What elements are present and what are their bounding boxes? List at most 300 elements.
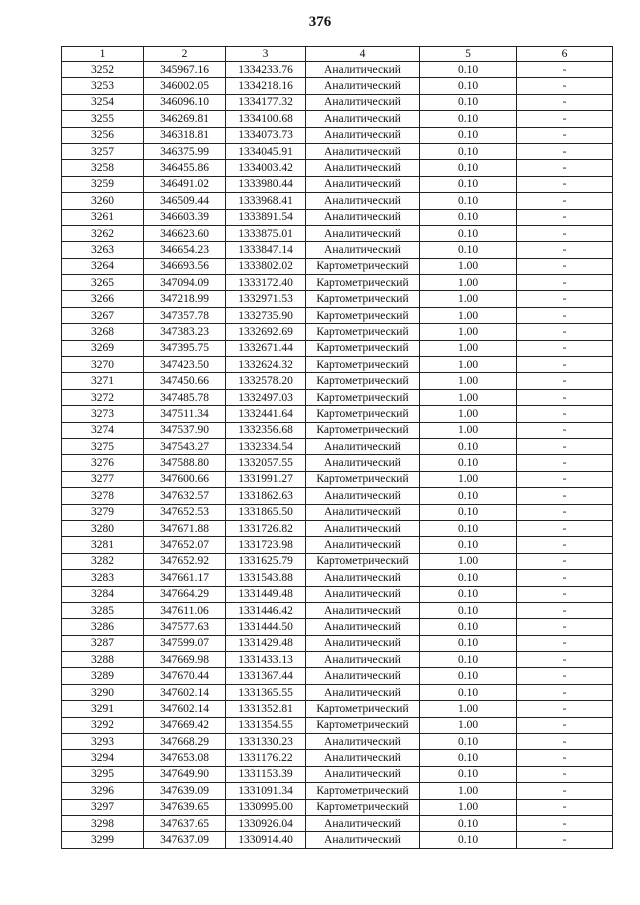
accuracy-cell: 0.10 xyxy=(420,111,517,127)
point-number-cell: 3261 xyxy=(62,209,144,225)
method-cell: Аналитический xyxy=(306,193,420,209)
x-coordinate-cell: 347599.07 xyxy=(144,635,226,651)
method-cell: Аналитический xyxy=(306,225,420,241)
accuracy-cell: 0.10 xyxy=(420,668,517,684)
y-coordinate-cell: 1331330.23 xyxy=(226,734,306,750)
point-number-cell: 3263 xyxy=(62,242,144,258)
x-coordinate-cell: 347218.99 xyxy=(144,291,226,307)
coordinates-table xyxy=(61,46,613,849)
y-coordinate-cell: 1332356.68 xyxy=(226,422,306,438)
table-row xyxy=(62,143,613,159)
point-number-cell: 3294 xyxy=(62,750,144,766)
x-coordinate-cell: 347639.65 xyxy=(144,799,226,815)
table-row xyxy=(62,668,613,684)
note-cell: - xyxy=(517,717,613,733)
method-cell: Картометрический xyxy=(306,324,420,340)
method-cell: Аналитический xyxy=(306,520,420,536)
x-coordinate-cell: 347652.07 xyxy=(144,537,226,553)
table-row xyxy=(62,176,613,192)
x-coordinate-cell: 347383.23 xyxy=(144,324,226,340)
y-coordinate-cell: 1334045.91 xyxy=(226,143,306,159)
note-cell: - xyxy=(517,225,613,241)
table-row xyxy=(62,193,613,209)
y-coordinate-cell: 1331991.27 xyxy=(226,471,306,487)
note-cell: - xyxy=(517,209,613,225)
point-number-cell: 3297 xyxy=(62,799,144,815)
table-row xyxy=(62,373,613,389)
method-cell: Картометрический xyxy=(306,357,420,373)
method-cell: Аналитический xyxy=(306,438,420,454)
method-cell: Аналитический xyxy=(306,111,420,127)
method-cell: Аналитический xyxy=(306,652,420,668)
table-row xyxy=(62,799,613,815)
x-coordinate-cell: 347671.88 xyxy=(144,520,226,536)
accuracy-cell: 1.00 xyxy=(420,357,517,373)
method-cell: Аналитический xyxy=(306,242,420,258)
table-row xyxy=(62,62,613,78)
table-row xyxy=(62,734,613,750)
note-cell: - xyxy=(517,94,613,110)
method-cell: Аналитический xyxy=(306,586,420,602)
point-number-cell: 3256 xyxy=(62,127,144,143)
table-row xyxy=(62,537,613,553)
accuracy-cell: 1.00 xyxy=(420,783,517,799)
y-coordinate-cell: 1331723.98 xyxy=(226,537,306,553)
y-coordinate-cell: 1334218.16 xyxy=(226,78,306,94)
y-coordinate-cell: 1330995.00 xyxy=(226,799,306,815)
point-number-cell: 3285 xyxy=(62,602,144,618)
accuracy-cell: 0.10 xyxy=(420,815,517,831)
method-cell: Аналитический xyxy=(306,684,420,700)
x-coordinate-cell: 347664.29 xyxy=(144,586,226,602)
note-cell: - xyxy=(517,193,613,209)
y-coordinate-cell: 1332971.53 xyxy=(226,291,306,307)
accuracy-cell: 1.00 xyxy=(420,553,517,569)
note-cell: - xyxy=(517,291,613,307)
table-row xyxy=(62,586,613,602)
note-cell: - xyxy=(517,389,613,405)
x-coordinate-cell: 347632.57 xyxy=(144,488,226,504)
note-cell: - xyxy=(517,750,613,766)
table-row xyxy=(62,635,613,651)
method-cell: Аналитический xyxy=(306,504,420,520)
accuracy-cell: 0.10 xyxy=(420,160,517,176)
accuracy-cell: 0.10 xyxy=(420,504,517,520)
table-row xyxy=(62,94,613,110)
y-coordinate-cell: 1332334.54 xyxy=(226,438,306,454)
x-coordinate-cell: 347668.29 xyxy=(144,734,226,750)
accuracy-cell: 0.10 xyxy=(420,766,517,782)
method-cell: Аналитический xyxy=(306,127,420,143)
column-header-2: 2 xyxy=(144,47,226,62)
accuracy-cell: 0.10 xyxy=(420,520,517,536)
method-cell: Аналитический xyxy=(306,176,420,192)
table-row xyxy=(62,78,613,94)
note-cell: - xyxy=(517,734,613,750)
accuracy-cell: 0.10 xyxy=(420,127,517,143)
table-row xyxy=(62,225,613,241)
method-cell: Картометрический xyxy=(306,258,420,274)
point-number-cell: 3280 xyxy=(62,520,144,536)
method-cell: Картометрический xyxy=(306,307,420,323)
table-row xyxy=(62,815,613,831)
accuracy-cell: 1.00 xyxy=(420,307,517,323)
x-coordinate-cell: 347669.42 xyxy=(144,717,226,733)
x-coordinate-cell: 347602.14 xyxy=(144,701,226,717)
accuracy-cell: 0.10 xyxy=(420,225,517,241)
note-cell: - xyxy=(517,438,613,454)
table-row xyxy=(62,619,613,635)
note-cell: - xyxy=(517,815,613,831)
point-number-cell: 3292 xyxy=(62,717,144,733)
table-header xyxy=(62,47,613,62)
table-row xyxy=(62,520,613,536)
x-coordinate-cell: 347661.17 xyxy=(144,570,226,586)
y-coordinate-cell: 1334177.32 xyxy=(226,94,306,110)
point-number-cell: 3286 xyxy=(62,619,144,635)
method-cell: Аналитический xyxy=(306,94,420,110)
note-cell: - xyxy=(517,422,613,438)
point-number-cell: 3259 xyxy=(62,176,144,192)
y-coordinate-cell: 1331446.42 xyxy=(226,602,306,618)
method-cell: Аналитический xyxy=(306,537,420,553)
x-coordinate-cell: 347602.14 xyxy=(144,684,226,700)
point-number-cell: 3269 xyxy=(62,340,144,356)
method-cell: Аналитический xyxy=(306,143,420,159)
x-coordinate-cell: 347637.09 xyxy=(144,832,226,848)
note-cell: - xyxy=(517,324,613,340)
x-coordinate-cell: 347450.66 xyxy=(144,373,226,389)
column-header-1: 1 xyxy=(62,47,144,62)
method-cell: Аналитический xyxy=(306,488,420,504)
table-row xyxy=(62,422,613,438)
point-number-cell: 3282 xyxy=(62,553,144,569)
method-cell: Аналитический xyxy=(306,619,420,635)
table-row xyxy=(62,438,613,454)
column-header-3: 3 xyxy=(226,47,306,62)
accuracy-cell: 0.10 xyxy=(420,684,517,700)
accuracy-cell: 0.10 xyxy=(420,750,517,766)
accuracy-cell: 0.10 xyxy=(420,734,517,750)
point-number-cell: 3279 xyxy=(62,504,144,520)
method-cell: Картометрический xyxy=(306,553,420,569)
point-number-cell: 3275 xyxy=(62,438,144,454)
point-number-cell: 3281 xyxy=(62,537,144,553)
accuracy-cell: 0.10 xyxy=(420,455,517,471)
y-coordinate-cell: 1330914.40 xyxy=(226,832,306,848)
x-coordinate-cell: 347511.34 xyxy=(144,406,226,422)
note-cell: - xyxy=(517,357,613,373)
note-cell: - xyxy=(517,275,613,291)
note-cell: - xyxy=(517,832,613,848)
point-number-cell: 3257 xyxy=(62,143,144,159)
table-row xyxy=(62,160,613,176)
page-number: 376 xyxy=(308,14,332,30)
y-coordinate-cell: 1333980.44 xyxy=(226,176,306,192)
method-cell: Картометрический xyxy=(306,373,420,389)
y-coordinate-cell: 1331429.48 xyxy=(226,635,306,651)
note-cell: - xyxy=(517,619,613,635)
table-row xyxy=(62,717,613,733)
x-coordinate-cell: 347537.90 xyxy=(144,422,226,438)
table-row xyxy=(62,553,613,569)
note-cell: - xyxy=(517,488,613,504)
accuracy-cell: 0.10 xyxy=(420,176,517,192)
accuracy-cell: 1.00 xyxy=(420,275,517,291)
table-row xyxy=(62,242,613,258)
y-coordinate-cell: 1334003.42 xyxy=(226,160,306,176)
point-number-cell: 3295 xyxy=(62,766,144,782)
table-row xyxy=(62,832,613,848)
x-coordinate-cell: 347639.09 xyxy=(144,783,226,799)
note-cell: - xyxy=(517,701,613,717)
point-number-cell: 3270 xyxy=(62,357,144,373)
accuracy-cell: 1.00 xyxy=(420,389,517,405)
table-row xyxy=(62,291,613,307)
table-row xyxy=(62,504,613,520)
x-coordinate-cell: 346623.60 xyxy=(144,225,226,241)
table-row xyxy=(62,766,613,782)
y-coordinate-cell: 1331352.81 xyxy=(226,701,306,717)
accuracy-cell: 1.00 xyxy=(420,799,517,815)
method-cell: Картометрический xyxy=(306,471,420,487)
y-coordinate-cell: 1331726.82 xyxy=(226,520,306,536)
x-coordinate-cell: 347395.75 xyxy=(144,340,226,356)
note-cell: - xyxy=(517,783,613,799)
table-row xyxy=(62,307,613,323)
accuracy-cell: 1.00 xyxy=(420,291,517,307)
method-cell: Картометрический xyxy=(306,291,420,307)
note-cell: - xyxy=(517,652,613,668)
note-cell: - xyxy=(517,455,613,471)
y-coordinate-cell: 1332624.32 xyxy=(226,357,306,373)
note-cell: - xyxy=(517,373,613,389)
method-cell: Картометрический xyxy=(306,275,420,291)
method-cell: Аналитический xyxy=(306,62,420,78)
point-number-cell: 3252 xyxy=(62,62,144,78)
accuracy-cell: 1.00 xyxy=(420,340,517,356)
y-coordinate-cell: 1332057.55 xyxy=(226,455,306,471)
method-cell: Картометрический xyxy=(306,340,420,356)
table-row xyxy=(62,127,613,143)
accuracy-cell: 0.10 xyxy=(420,635,517,651)
method-cell: Аналитический xyxy=(306,570,420,586)
note-cell: - xyxy=(517,586,613,602)
method-cell: Аналитический xyxy=(306,635,420,651)
column-header-5: 5 xyxy=(420,47,517,62)
table-row xyxy=(62,455,613,471)
note-cell: - xyxy=(517,340,613,356)
note-cell: - xyxy=(517,62,613,78)
method-cell: Аналитический xyxy=(306,815,420,831)
x-coordinate-cell: 346455.86 xyxy=(144,160,226,176)
y-coordinate-cell: 1332441.64 xyxy=(226,406,306,422)
accuracy-cell: 1.00 xyxy=(420,701,517,717)
table-row xyxy=(62,258,613,274)
y-coordinate-cell: 1334073.73 xyxy=(226,127,306,143)
accuracy-cell: 0.10 xyxy=(420,193,517,209)
accuracy-cell: 1.00 xyxy=(420,373,517,389)
point-number-cell: 3255 xyxy=(62,111,144,127)
point-number-cell: 3283 xyxy=(62,570,144,586)
y-coordinate-cell: 1331367.44 xyxy=(226,668,306,684)
y-coordinate-cell: 1331354.55 xyxy=(226,717,306,733)
table-row xyxy=(62,340,613,356)
point-number-cell: 3262 xyxy=(62,225,144,241)
method-cell: Аналитический xyxy=(306,209,420,225)
x-coordinate-cell: 347649.90 xyxy=(144,766,226,782)
method-cell: Аналитический xyxy=(306,455,420,471)
x-coordinate-cell: 347423.50 xyxy=(144,357,226,373)
note-cell: - xyxy=(517,307,613,323)
table-row xyxy=(62,570,613,586)
table-row xyxy=(62,602,613,618)
point-number-cell: 3258 xyxy=(62,160,144,176)
method-cell: Аналитический xyxy=(306,750,420,766)
point-number-cell: 3276 xyxy=(62,455,144,471)
y-coordinate-cell: 1331444.50 xyxy=(226,619,306,635)
method-cell: Картометрический xyxy=(306,783,420,799)
x-coordinate-cell: 347637.65 xyxy=(144,815,226,831)
note-cell: - xyxy=(517,111,613,127)
x-coordinate-cell: 347577.63 xyxy=(144,619,226,635)
y-coordinate-cell: 1332692.69 xyxy=(226,324,306,340)
accuracy-cell: 1.00 xyxy=(420,422,517,438)
note-cell: - xyxy=(517,406,613,422)
y-coordinate-cell: 1331543.88 xyxy=(226,570,306,586)
point-number-cell: 3254 xyxy=(62,94,144,110)
note-cell: - xyxy=(517,242,613,258)
x-coordinate-cell: 347600.66 xyxy=(144,471,226,487)
y-coordinate-cell: 1331091.34 xyxy=(226,783,306,799)
point-number-cell: 3272 xyxy=(62,389,144,405)
accuracy-cell: 0.10 xyxy=(420,62,517,78)
y-coordinate-cell: 1332735.90 xyxy=(226,307,306,323)
point-number-cell: 3271 xyxy=(62,373,144,389)
note-cell: - xyxy=(517,471,613,487)
accuracy-cell: 0.10 xyxy=(420,570,517,586)
y-coordinate-cell: 1333847.14 xyxy=(226,242,306,258)
accuracy-cell: 0.10 xyxy=(420,652,517,668)
point-number-cell: 3264 xyxy=(62,258,144,274)
note-cell: - xyxy=(517,570,613,586)
y-coordinate-cell: 1331625.79 xyxy=(226,553,306,569)
method-cell: Аналитический xyxy=(306,602,420,618)
method-cell: Картометрический xyxy=(306,701,420,717)
method-cell: Аналитический xyxy=(306,766,420,782)
column-header-6: 6 xyxy=(517,47,613,62)
x-coordinate-cell: 346491.02 xyxy=(144,176,226,192)
point-number-cell: 3288 xyxy=(62,652,144,668)
x-coordinate-cell: 347670.44 xyxy=(144,668,226,684)
x-coordinate-cell: 347611.06 xyxy=(144,602,226,618)
y-coordinate-cell: 1331153.39 xyxy=(226,766,306,782)
y-coordinate-cell: 1333875.01 xyxy=(226,225,306,241)
point-number-cell: 3260 xyxy=(62,193,144,209)
point-number-cell: 3284 xyxy=(62,586,144,602)
accuracy-cell: 1.00 xyxy=(420,258,517,274)
accuracy-cell: 1.00 xyxy=(420,471,517,487)
accuracy-cell: 0.10 xyxy=(420,488,517,504)
accuracy-cell: 0.10 xyxy=(420,209,517,225)
note-cell: - xyxy=(517,635,613,651)
y-coordinate-cell: 1331862.63 xyxy=(226,488,306,504)
note-cell: - xyxy=(517,78,613,94)
y-coordinate-cell: 1333968.41 xyxy=(226,193,306,209)
table-body xyxy=(62,62,613,849)
point-number-cell: 3267 xyxy=(62,307,144,323)
accuracy-cell: 0.10 xyxy=(420,94,517,110)
note-cell: - xyxy=(517,504,613,520)
y-coordinate-cell: 1331365.55 xyxy=(226,684,306,700)
method-cell: Картометрический xyxy=(306,389,420,405)
header-row xyxy=(62,47,613,62)
note-cell: - xyxy=(517,176,613,192)
point-number-cell: 3253 xyxy=(62,78,144,94)
note-cell: - xyxy=(517,520,613,536)
accuracy-cell: 0.10 xyxy=(420,438,517,454)
x-coordinate-cell: 347653.08 xyxy=(144,750,226,766)
y-coordinate-cell: 1332497.03 xyxy=(226,389,306,405)
x-coordinate-cell: 346269.81 xyxy=(144,111,226,127)
note-cell: - xyxy=(517,799,613,815)
table-row xyxy=(62,357,613,373)
point-number-cell: 3277 xyxy=(62,471,144,487)
method-cell: Аналитический xyxy=(306,160,420,176)
x-coordinate-cell: 346603.39 xyxy=(144,209,226,225)
y-coordinate-cell: 1330926.04 xyxy=(226,815,306,831)
method-cell: Аналитический xyxy=(306,78,420,94)
table-row xyxy=(62,750,613,766)
x-coordinate-cell: 346375.99 xyxy=(144,143,226,159)
accuracy-cell: 0.10 xyxy=(420,832,517,848)
method-cell: Картометрический xyxy=(306,422,420,438)
x-coordinate-cell: 346693.56 xyxy=(144,258,226,274)
point-number-cell: 3265 xyxy=(62,275,144,291)
method-cell: Картометрический xyxy=(306,717,420,733)
table-row xyxy=(62,488,613,504)
x-coordinate-cell: 347543.27 xyxy=(144,438,226,454)
y-coordinate-cell: 1332671.44 xyxy=(226,340,306,356)
column-header-4: 4 xyxy=(306,47,420,62)
y-coordinate-cell: 1333891.54 xyxy=(226,209,306,225)
accuracy-cell: 0.10 xyxy=(420,242,517,258)
accuracy-cell: 1.00 xyxy=(420,717,517,733)
point-number-cell: 3266 xyxy=(62,291,144,307)
x-coordinate-cell: 347357.78 xyxy=(144,307,226,323)
table-row xyxy=(62,209,613,225)
x-coordinate-cell: 347094.09 xyxy=(144,275,226,291)
point-number-cell: 3287 xyxy=(62,635,144,651)
point-number-cell: 3296 xyxy=(62,783,144,799)
method-cell: Картометрический xyxy=(306,799,420,815)
point-number-cell: 3274 xyxy=(62,422,144,438)
method-cell: Аналитический xyxy=(306,668,420,684)
table-row xyxy=(62,406,613,422)
point-number-cell: 3268 xyxy=(62,324,144,340)
y-coordinate-cell: 1331449.48 xyxy=(226,586,306,602)
note-cell: - xyxy=(517,766,613,782)
x-coordinate-cell: 347652.53 xyxy=(144,504,226,520)
point-number-cell: 3273 xyxy=(62,406,144,422)
point-number-cell: 3290 xyxy=(62,684,144,700)
note-cell: - xyxy=(517,668,613,684)
table-row xyxy=(62,471,613,487)
accuracy-cell: 0.10 xyxy=(420,586,517,602)
point-number-cell: 3293 xyxy=(62,734,144,750)
accuracy-cell: 0.10 xyxy=(420,78,517,94)
table-row xyxy=(62,324,613,340)
